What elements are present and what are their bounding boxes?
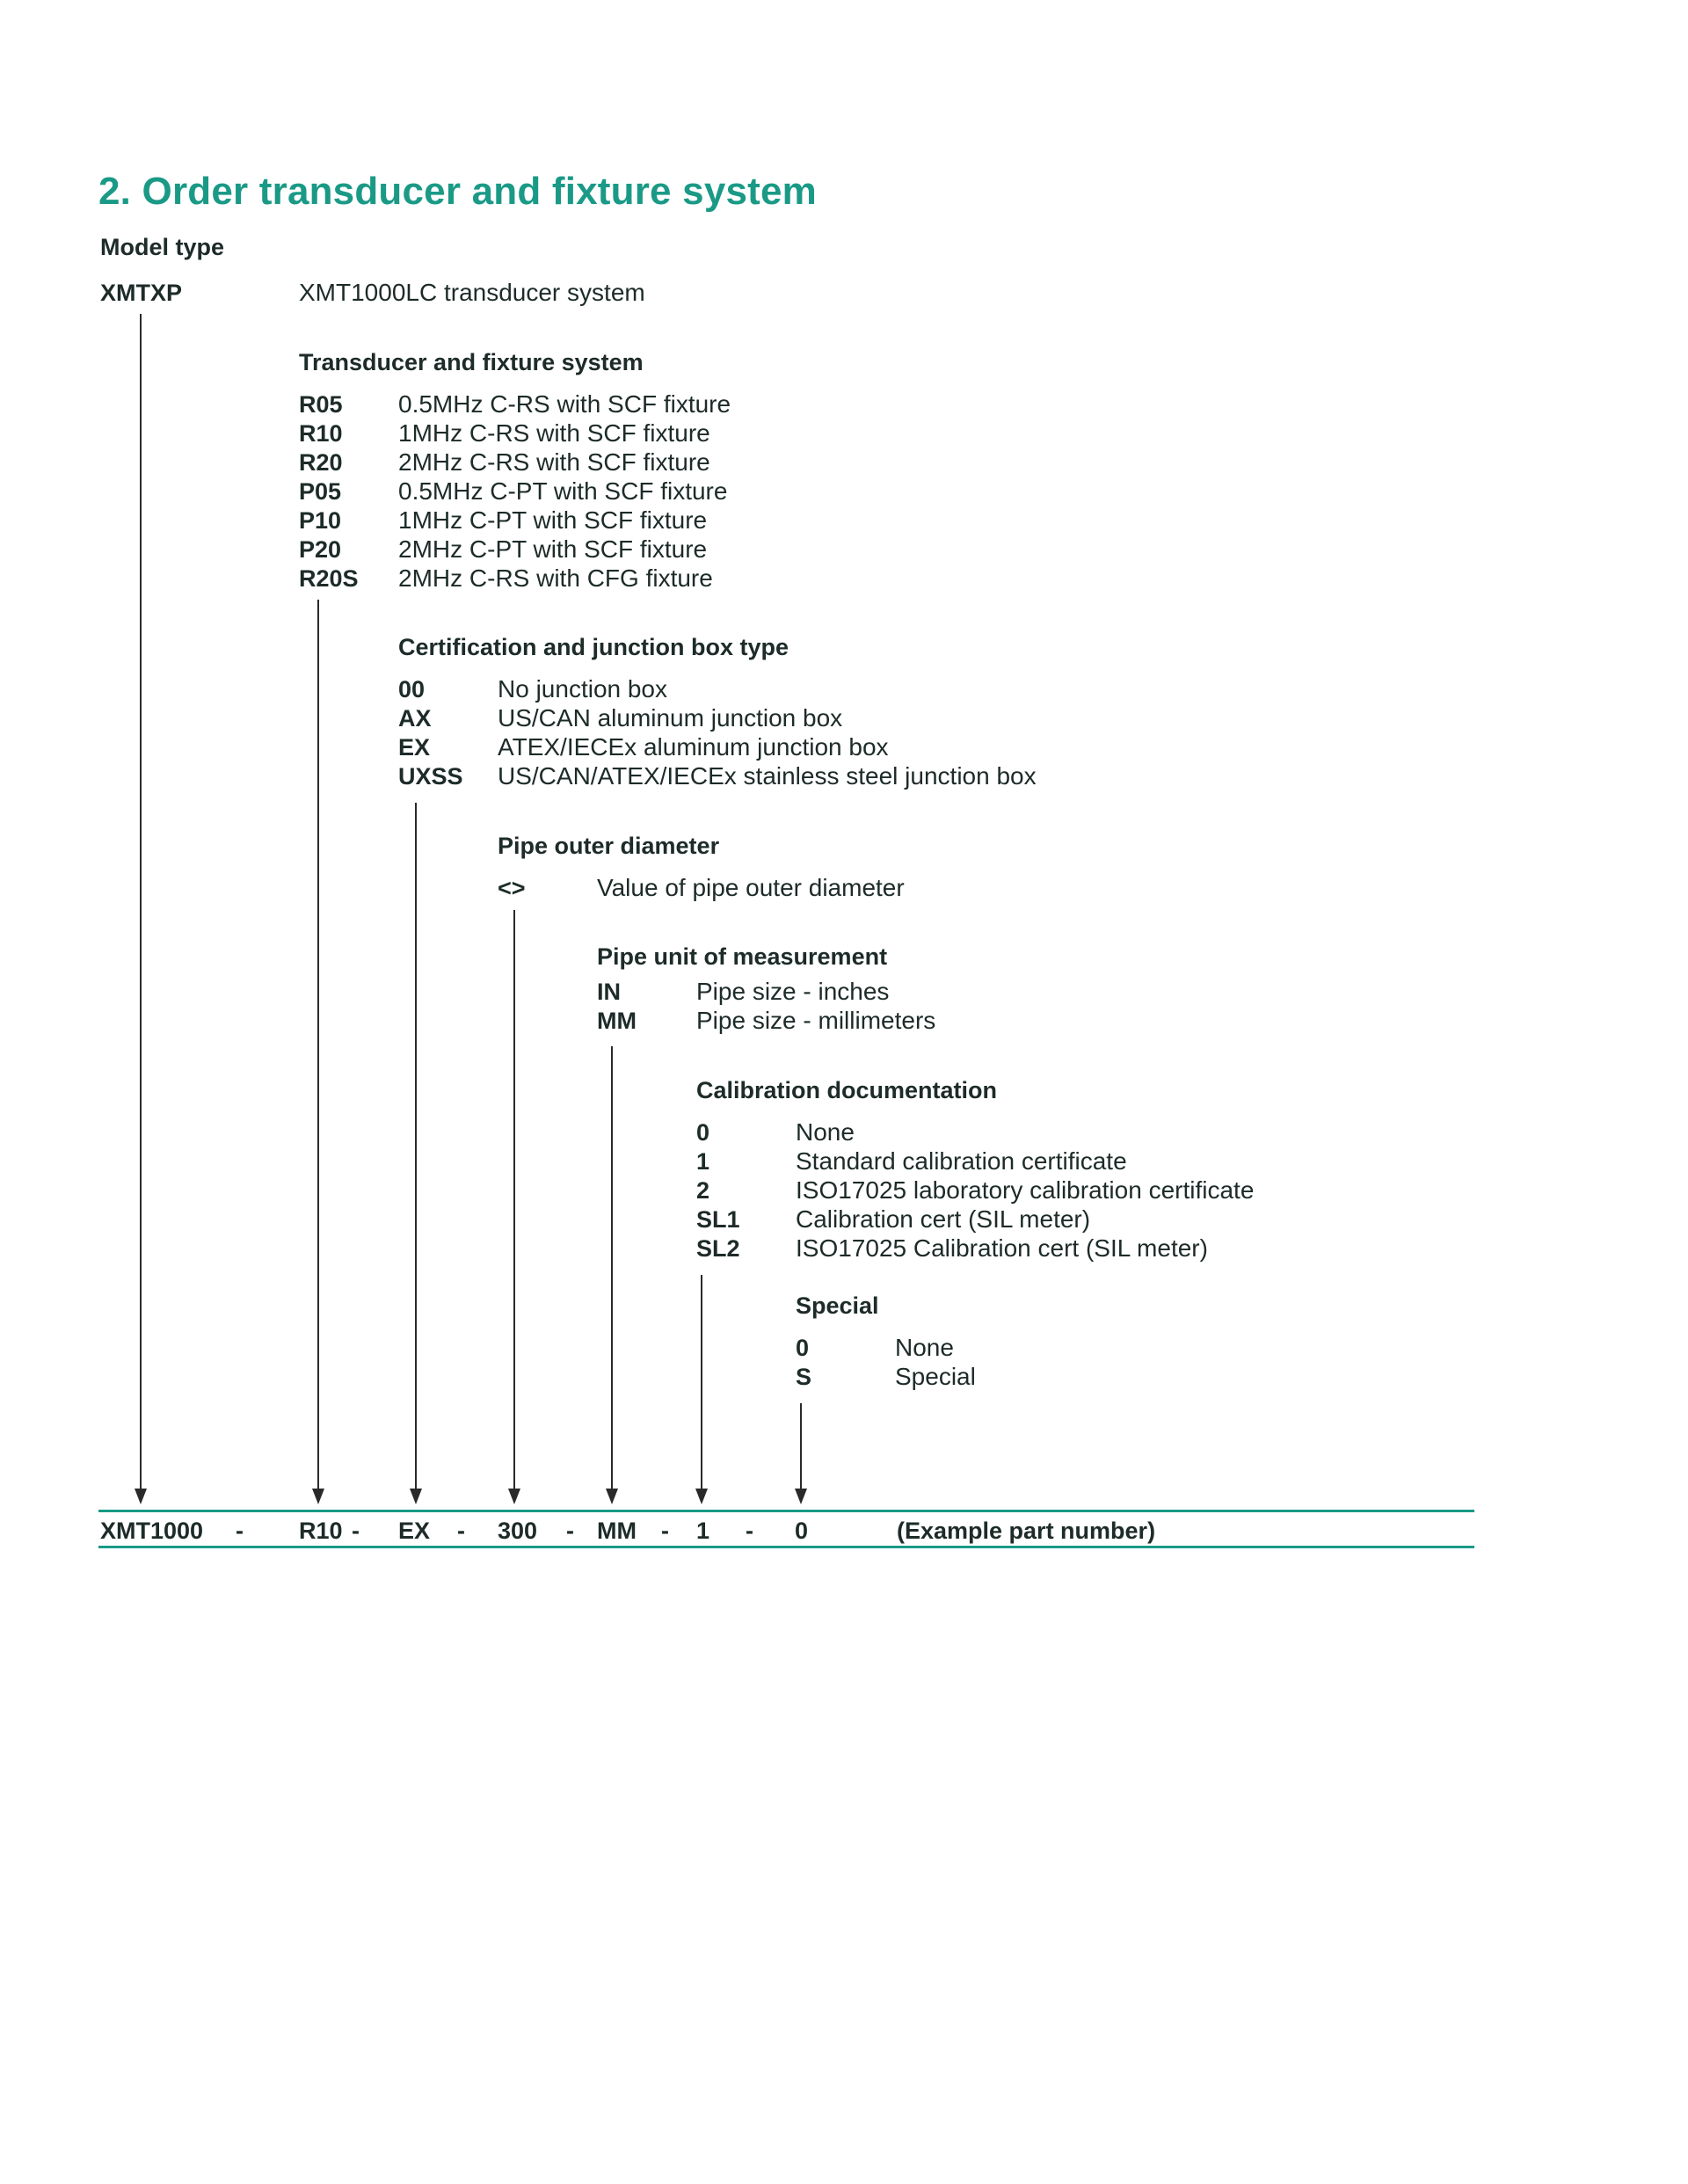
part-number-segment: EX bbox=[398, 1518, 431, 1544]
option-code: S bbox=[796, 1364, 812, 1390]
option-code: 1 bbox=[696, 1148, 710, 1175]
option-description: ATEX/IECEx aluminum junction box bbox=[498, 733, 889, 761]
connector-line-model bbox=[140, 314, 142, 1492]
model-type-heading: Model type bbox=[100, 234, 225, 260]
model-type-desc: XMT1000LC transducer system bbox=[299, 279, 645, 306]
page-title: 2. Order transducer and fixture system bbox=[98, 170, 818, 213]
option-description: 0.5MHz C-PT with SCF fixture bbox=[398, 477, 728, 505]
part-number-segment: 0 bbox=[795, 1518, 809, 1544]
option-code: 2 bbox=[696, 1177, 710, 1204]
option-description: Value of pipe outer diameter bbox=[597, 874, 905, 901]
option-code: UXSS bbox=[398, 763, 463, 790]
option-description: Calibration cert (SIL meter) bbox=[796, 1205, 1091, 1233]
pipe-od-heading: Pipe outer diameter bbox=[498, 833, 720, 859]
connector-line-special bbox=[800, 1403, 802, 1492]
option-code: AX bbox=[398, 705, 432, 732]
option-description: None bbox=[796, 1118, 855, 1146]
part-number-separator: - bbox=[457, 1518, 465, 1544]
connector-line-pipe-unit bbox=[611, 1046, 613, 1492]
option-code: IN bbox=[597, 979, 621, 1005]
part-number-segment: XMT1000 bbox=[100, 1518, 204, 1544]
option-code: SL1 bbox=[696, 1206, 740, 1233]
arrow-down-icon bbox=[508, 1489, 520, 1504]
option-description: None bbox=[895, 1334, 954, 1361]
connector-line-pipe-od bbox=[513, 910, 515, 1492]
option-code: 0 bbox=[696, 1119, 710, 1146]
option-code: <> bbox=[498, 875, 526, 901]
connector-line-calibration bbox=[701, 1275, 702, 1492]
part-number-segment: R10 bbox=[299, 1518, 343, 1544]
part-number-separator: - bbox=[566, 1518, 574, 1544]
arrow-down-icon bbox=[695, 1489, 708, 1504]
option-code: EX bbox=[398, 734, 431, 761]
option-description: 2MHz C-PT with SCF fixture bbox=[398, 535, 708, 563]
option-description: US/CAN/ATEX/IECEx stainless steel junction box bbox=[498, 762, 1037, 790]
option-description: 2MHz C-RS with CFG fixture bbox=[398, 564, 713, 592]
connector-line-transducer bbox=[317, 600, 319, 1492]
option-description: ISO17025 Calibration cert (SIL meter) bbox=[796, 1234, 1208, 1262]
option-code: P10 bbox=[299, 507, 342, 534]
option-description: US/CAN aluminum junction box bbox=[498, 704, 843, 732]
arrow-down-icon bbox=[312, 1489, 324, 1504]
option-code: R20S bbox=[299, 565, 359, 592]
option-description: 1MHz C-PT with SCF fixture bbox=[398, 506, 708, 534]
option-code: P05 bbox=[299, 478, 342, 505]
option-description: ISO17025 laboratory calibration certificate bbox=[796, 1176, 1255, 1204]
option-code: R20 bbox=[299, 449, 343, 476]
special-heading: Special bbox=[796, 1292, 879, 1319]
option-description: 1MHz C-RS with SCF fixture bbox=[398, 419, 710, 447]
option-description: 2MHz C-RS with SCF fixture bbox=[398, 448, 710, 476]
connector-line-certification bbox=[415, 803, 417, 1492]
part-number-separator: - bbox=[352, 1518, 360, 1544]
part-number-separator: - bbox=[236, 1518, 244, 1544]
option-description: No junction box bbox=[498, 675, 668, 703]
certification-heading: Certification and junction box type bbox=[398, 634, 789, 660]
arrow-down-icon bbox=[410, 1489, 422, 1504]
part-number-separator: - bbox=[746, 1518, 753, 1544]
model-type-code: XMTXP bbox=[100, 280, 183, 306]
part-number-label: (Example part number) bbox=[897, 1518, 1156, 1544]
calibration-heading: Calibration documentation bbox=[696, 1077, 998, 1103]
option-code: SL2 bbox=[696, 1235, 740, 1262]
option-code: P20 bbox=[299, 536, 342, 563]
option-code: 00 bbox=[398, 676, 426, 703]
arrow-down-icon bbox=[795, 1489, 807, 1504]
part-number-separator: - bbox=[661, 1518, 669, 1544]
pipe-unit-heading: Pipe unit of measurement bbox=[597, 943, 888, 970]
option-description: 0.5MHz C-RS with SCF fixture bbox=[398, 390, 731, 418]
option-description: Pipe size - inches bbox=[696, 978, 890, 1005]
option-code: MM bbox=[597, 1008, 637, 1034]
option-description: Pipe size - millimeters bbox=[696, 1007, 936, 1034]
transducer-heading: Transducer and fixture system bbox=[299, 349, 644, 375]
arrow-down-icon bbox=[135, 1489, 147, 1504]
option-code: R10 bbox=[299, 420, 343, 447]
part-number-bottom-rule bbox=[98, 1546, 1474, 1548]
option-description: Special bbox=[895, 1363, 976, 1390]
part-number-segment: 1 bbox=[696, 1518, 710, 1544]
part-number-segment: MM bbox=[597, 1518, 637, 1544]
part-number-top-rule bbox=[98, 1510, 1474, 1512]
option-description: Standard calibration certificate bbox=[796, 1147, 1127, 1175]
option-code: 0 bbox=[796, 1335, 810, 1361]
arrow-down-icon bbox=[606, 1489, 618, 1504]
part-number-segment: 300 bbox=[498, 1518, 538, 1544]
option-code: R05 bbox=[299, 391, 343, 418]
